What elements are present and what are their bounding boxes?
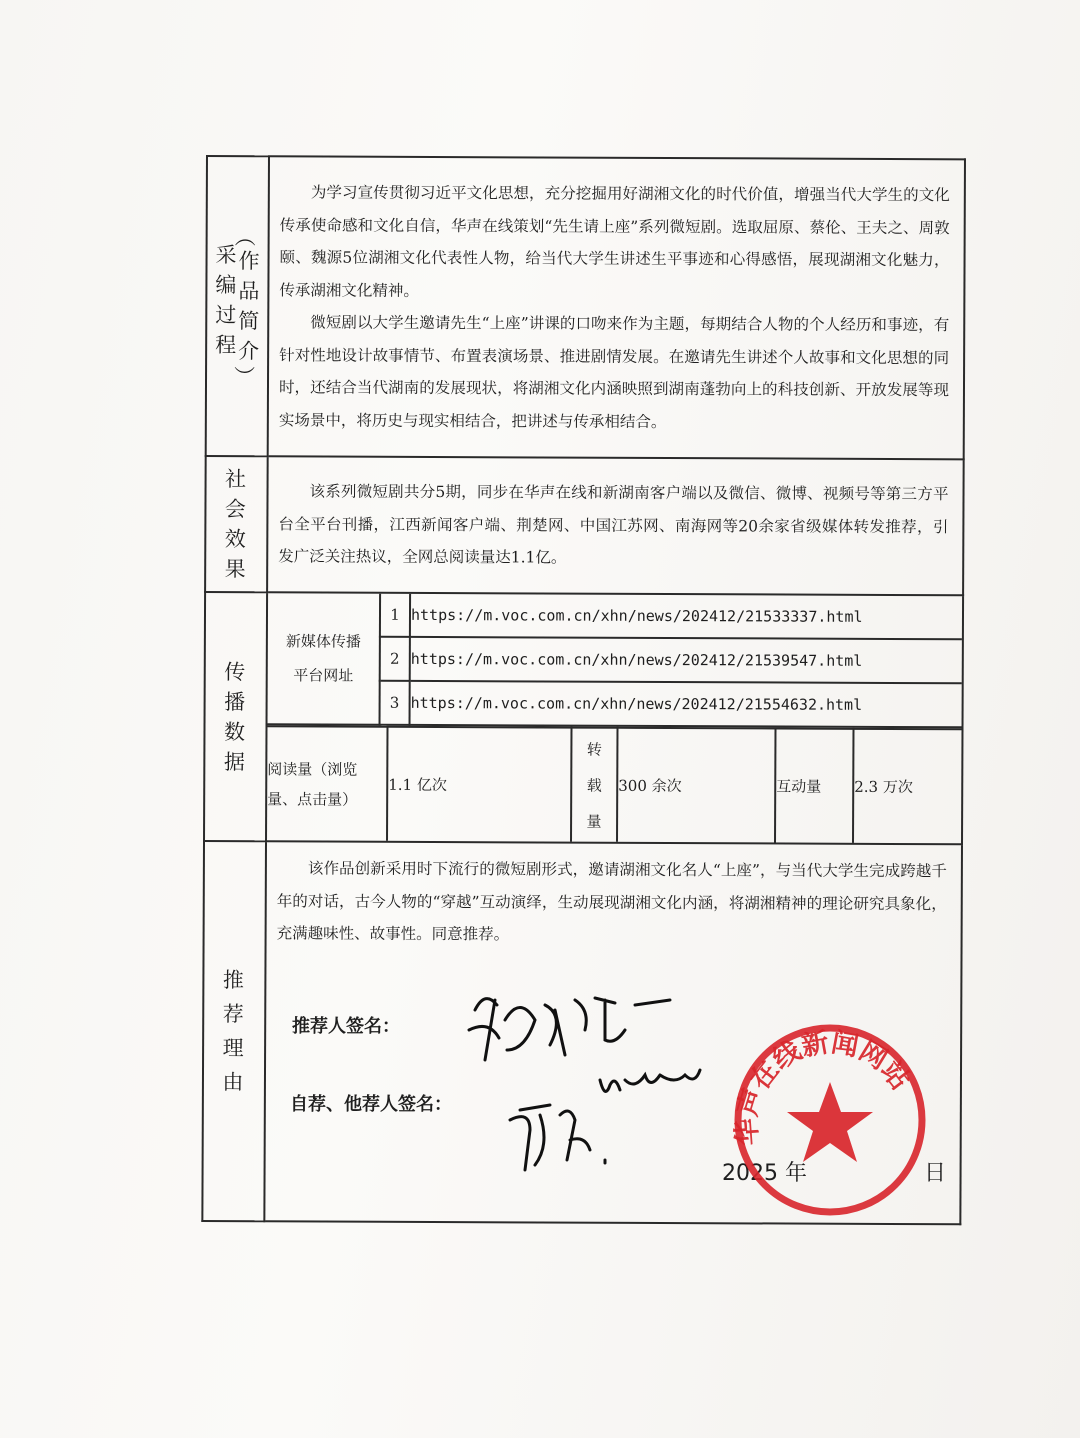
reason-label-0: 推	[222, 968, 246, 993]
social-label-2: 效	[224, 527, 248, 552]
recommender-signature-label: 推荐人签名：	[292, 1016, 400, 1037]
process-paragraph-2: 微短剧以大学生邀请先生“上座”讲课的口吻来作为主题，每期结合人物的个人经历和事迹，有针对性地设计故事情节、布置表演场景、推进剧情发展。在邀请先生讲述个人故事和文化思想的同时，还结合当代湖南的发展现状，将湖湘文化内涵映照到湖南蓬勃向上的科技创新、开放发展等现实场景中，将历史与现实相结合，把讲述与传承相结合。	[278, 313, 950, 431]
spread-row	[204, 592, 963, 844]
process-label-close-paren: ）	[231, 365, 256, 387]
url-link[interactable]: https://m.voc.com.cn/xhn/news/202412/21533337.html	[410, 594, 962, 639]
process-label-c2-1: 编	[215, 273, 237, 298]
official-seal	[730, 1020, 930, 1220]
process-label-c1-1: 作	[238, 249, 260, 274]
spread-label-2: 数	[223, 719, 248, 744]
social-content-cell	[267, 456, 964, 595]
process-label-c1-4: 介	[238, 339, 260, 364]
date-year: 2025 年	[722, 1161, 807, 1186]
url-index: 2	[380, 637, 410, 681]
reason-label-3: 由	[222, 1070, 246, 1095]
process-label-c1-3: 简	[238, 309, 260, 334]
reason-label-2: 理	[222, 1036, 246, 1061]
url-table	[268, 593, 963, 728]
reads-label-line2: 量、点击量）	[267, 789, 358, 809]
process-label-c2-0: 采	[215, 243, 237, 268]
url-link[interactable]: https://m.voc.com.cn/xhn/news/202412/21539547.html	[410, 637, 962, 683]
social-label-0: 社	[225, 467, 249, 492]
reason-label-cell	[202, 841, 266, 1221]
platform-label-cell	[268, 593, 381, 724]
repost-label-0: 转	[586, 740, 602, 759]
recommender-signature-image	[455, 970, 685, 1070]
social-label-cell	[205, 456, 268, 592]
process-label-cell	[206, 156, 269, 456]
interact-value: 2.3 万次	[853, 729, 961, 843]
repost-label-2: 量	[586, 812, 602, 831]
process-label-open-paren: （	[232, 225, 257, 247]
spread-label-cell	[204, 592, 267, 841]
repost-label-1: 载	[586, 776, 602, 795]
date-day: 日	[924, 1161, 947, 1186]
process-label-c2-2: 过	[215, 303, 237, 328]
platform-label-line1: 新媒体传播	[285, 632, 361, 651]
url-row	[268, 593, 962, 639]
url-index: 1	[380, 594, 410, 637]
repost-label-cell	[571, 728, 617, 842]
reason-text: 该作品创新采用时下流行的微短剧形式，邀请湖湘文化名人“上座”，与当代大学生完成跨越千年的对话，古今人物的“穿越”互动演绎，生动展现湖湘文化内涵，将湖湘精神的理论研究具象化，充满趣味性、故事性。同意推荐。	[276, 859, 947, 944]
process-row	[206, 156, 965, 459]
reason-label-1: 荐	[222, 1002, 246, 1027]
stats-row	[267, 726, 961, 843]
platform-label-line2: 平台网址	[293, 666, 354, 685]
self-signature-image	[500, 1060, 730, 1180]
reads-value: 1.1 亿次	[387, 727, 571, 842]
process-label-c2-3: 程	[215, 333, 237, 358]
spread-content-cell	[266, 592, 963, 844]
reads-label-line1: 阅读量（浏览	[267, 759, 358, 779]
spread-label-1: 播	[224, 689, 248, 714]
social-row	[205, 456, 964, 595]
repost-value: 300 余次	[617, 728, 775, 843]
social-label-3: 果	[224, 557, 248, 582]
spread-label-0: 传	[224, 659, 248, 684]
social-label-1: 会	[224, 497, 249, 522]
seal-text: 华声在线新闻网站	[731, 1027, 916, 1147]
stats-table	[267, 725, 961, 843]
self-signature-label: 自荐、他荐人签名：	[290, 1094, 452, 1115]
process-content-cell	[268, 156, 965, 459]
interact-label: 互动量	[775, 728, 853, 842]
spread-label-3: 据	[223, 749, 247, 774]
url-link[interactable]: https://m.voc.com.cn/xhn/news/202412/21554632.html	[410, 681, 962, 727]
reads-label-cell	[267, 726, 387, 841]
url-index: 3	[380, 681, 410, 725]
social-text: 该系列微短剧共分5期，同步在华声在线和新湖南客户端以及微信、微博、视频号等第三方平台全平台刊播，江西新闻客户端、荆楚网、中国江苏网、南海网等20余家省级媒体转发推荐，引发广泛关注热议，全网总阅读量达1.1亿。	[278, 482, 949, 567]
process-label-c1-2: 品	[238, 279, 260, 304]
process-paragraph-1: 为学习宣传贯彻习近平文化思想，充分挖掘用好湖湘文化的时代价值，增强当代大学生的文化传承使命感和文化自信，华声在线策划“先生请上座”系列微短剧。选取屈原、蔡伦、王夫之、周敦颐、魏源5位湖湘文化代表性人物，给当代大学生讲述生平事迹和心得感悟，展现湖湘文化魅力，传承湖湘文化精神。	[279, 183, 950, 300]
